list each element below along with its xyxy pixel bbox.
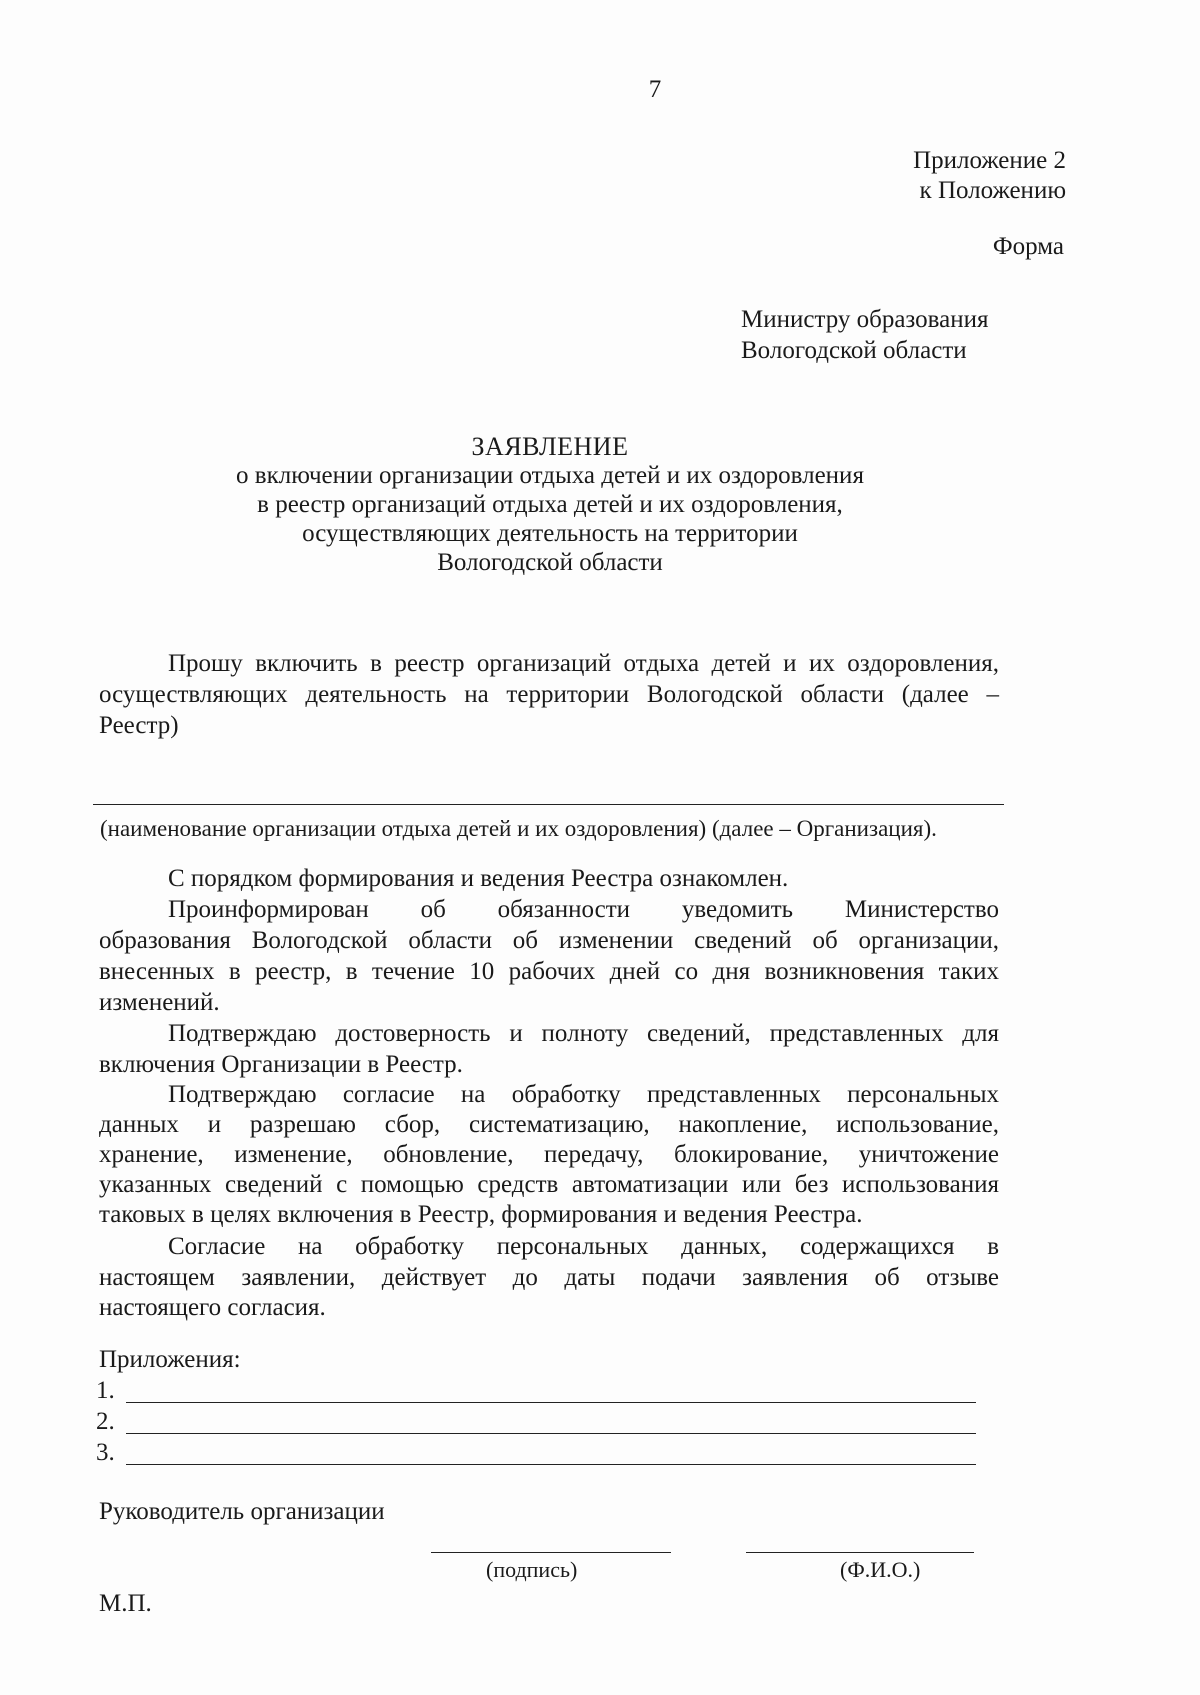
organization-name-caption: (наименование организации отдыха детей и их оздоровления) (далее – Организация).: [100, 816, 937, 841]
addressee-line-2: Вологодской области: [741, 337, 967, 364]
page-number: 7: [648, 76, 662, 103]
addressee-line-1: Министру образования: [741, 306, 989, 333]
title-line-1: о включении организации отдыха детей и их оздоровления: [236, 462, 864, 489]
body-paragraph-5-line-3: настоящего согласия.: [99, 1294, 326, 1321]
body-paragraph-4-line-1: Подтверждаю согласие на обработку представленных персональных: [168, 1081, 999, 1108]
stamp-label: М.П.: [99, 1590, 152, 1617]
body-paragraph-4-line-2: данных и разрешаю сбор, систематизацию, накопление, использование,: [99, 1111, 999, 1138]
appendix-line-2: к Положению: [919, 177, 1066, 204]
title-line-4: Вологодской области: [437, 549, 663, 576]
request-line-2: осуществляющих деятельность на территории Вологодской области (далее –: [99, 681, 999, 708]
attachment-blank-line: [126, 1464, 976, 1465]
signature-blank-line: [431, 1552, 671, 1553]
body-paragraph-5-line-2: настоящем заявлении, действует до даты подачи заявления об отзыве: [99, 1264, 999, 1291]
attachment-row: [96, 1407, 976, 1437]
body-paragraph-2-line-4: изменений.: [99, 989, 220, 1016]
appendix-line-1: Приложение 2: [913, 147, 1066, 174]
body-paragraph-3-line-1: Подтверждаю достоверность и полноту сведений, представленных для: [168, 1020, 999, 1047]
request-line-1: Прошу включить в реестр организаций отдыха детей и их оздоровления,: [168, 650, 999, 677]
attachment-blank-line: [126, 1433, 976, 1434]
addressee-block: [741, 304, 989, 366]
document-title-block: [0, 432, 1100, 577]
body-paragraph-4-line-5: таковых в целях включения в Реестр, формирования и ведения Реестра.: [99, 1201, 863, 1228]
body-paragraph-2-line-1: Проинформирован об обязанности уведомить Министерство: [168, 896, 999, 923]
attachment-number: 2.: [96, 1408, 115, 1435]
fio-caption: (Ф.И.О.): [840, 1557, 921, 1582]
title-line-2: в реестр организаций отдыха детей и их оздоровления,: [257, 491, 843, 518]
attachment-row: [96, 1438, 976, 1468]
attachments-label: Приложения:: [99, 1346, 241, 1373]
attachment-number: 1.: [96, 1377, 115, 1404]
attachment-number: 3.: [96, 1439, 115, 1466]
organization-head-label: Руководитель организации: [99, 1498, 385, 1525]
body-paragraph-3-line-2: включения Организации в Реестр.: [99, 1051, 463, 1078]
document-heading: ЗАЯВЛЕНИЕ: [471, 432, 629, 461]
body-paragraph-5-line-1: Согласие на обработку персональных данных, содержащихся в: [168, 1233, 999, 1260]
fio-blank-line: [746, 1552, 974, 1553]
attachment-blank-line: [126, 1402, 976, 1403]
organization-name-blank-line: [93, 804, 1004, 805]
form-label: Форма: [992, 233, 1064, 260]
body-paragraph-1: С порядком формирования и ведения Реестра ознакомлен.: [168, 865, 789, 892]
title-line-3: осуществляющих деятельность на территории: [302, 520, 798, 547]
body-paragraph-4-line-4: указанных сведений с помощью средств автоматизации или без использования: [99, 1171, 999, 1198]
body-paragraph-2-line-2: образования Вологодской области об изменении сведений об организации,: [99, 927, 999, 954]
signature-caption: (подпись): [486, 1557, 578, 1582]
appendix-reference: [913, 146, 1066, 206]
body-paragraph-2-line-3: внесенных в реестр, в течение 10 рабочих дней со дня возникновения таких: [99, 958, 999, 985]
attachment-row: [96, 1376, 976, 1406]
request-line-3: Реестр): [99, 712, 179, 739]
body-paragraph-4-line-3: хранение, изменение, обновление, передачу, блокирование, уничтожение: [99, 1141, 999, 1168]
